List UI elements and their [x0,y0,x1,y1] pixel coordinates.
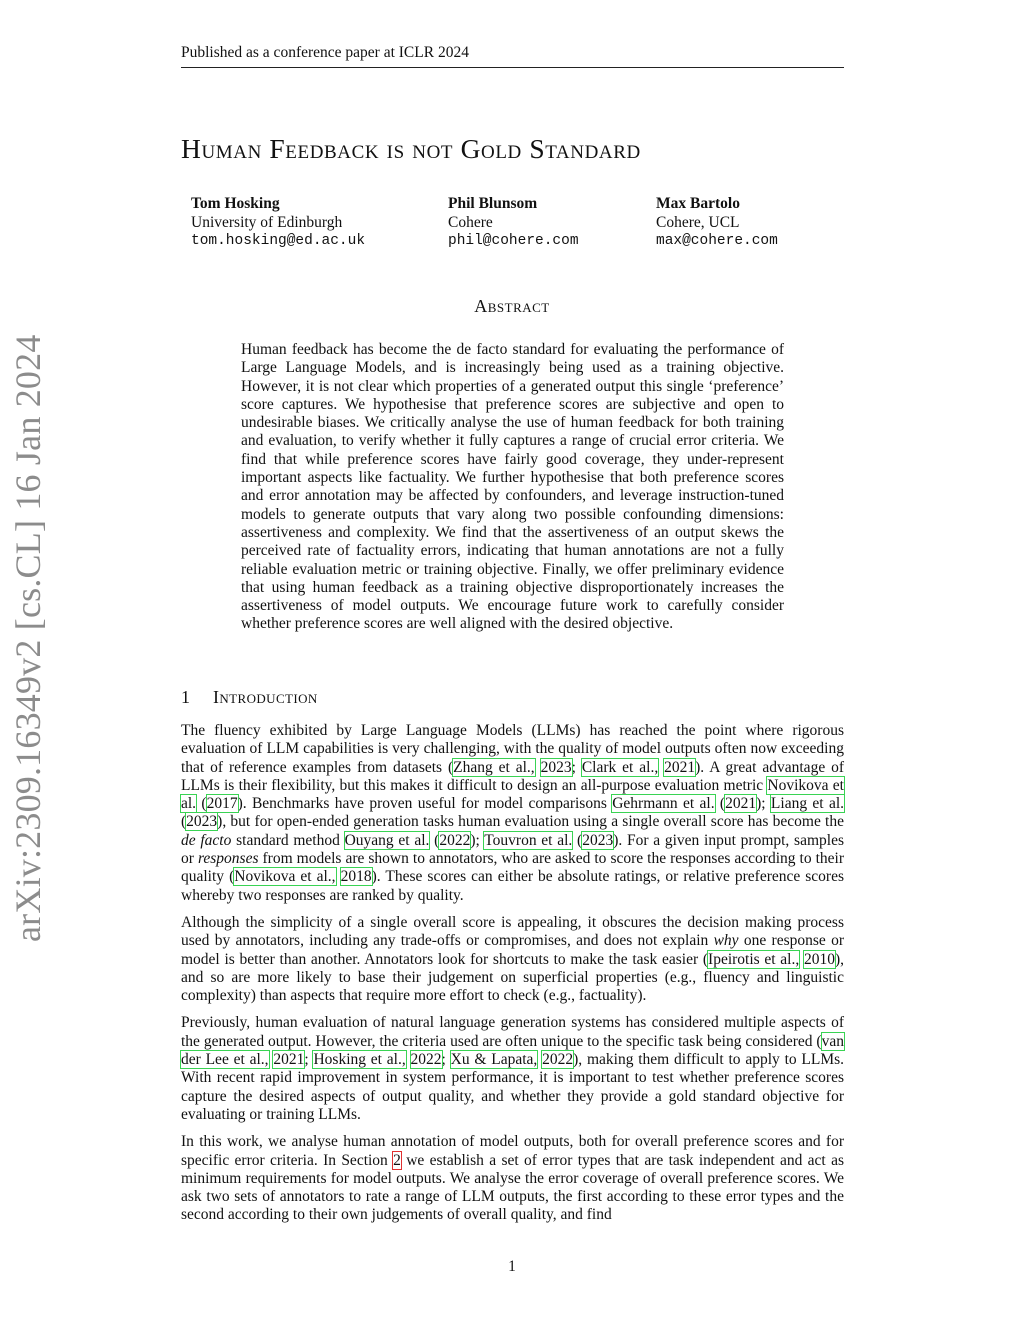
citation-link[interactable]: 2021 [725,795,757,813]
paragraph-4 [181,1133,844,1224]
text-span: The fluency exhibited by Large Language Models (LLMs) has reached the point where rigorous evaluation of LLM capabilities is very challenging, with the quality of model outputs often now exceeding that of reference examples from datasets ( [181,722,844,776]
emphasis: why [713,932,739,950]
author-email: max@cohere.com [656,233,778,249]
section-number: 1 [181,687,190,707]
author-3 [656,194,778,251]
author-name: Tom Hosking [191,195,280,212]
section-reference-link[interactable]: 2 [393,1151,401,1169]
paper-title [181,133,641,165]
emphasis: de facto [181,831,232,849]
citation-link[interactable]: 2021 [664,758,696,776]
text-span: from models are shown to annotators, who are asked to score the responses according to their quality ( [181,850,844,886]
abstract-heading: Abstract [474,296,550,316]
introduction-body [181,722,844,1234]
citation-link[interactable]: 2010 [803,950,835,968]
citation-link[interactable]: 2021 [273,1051,305,1069]
paper-title-text: Human Feedback is not Gold Standard [181,133,641,164]
citation-link[interactable]: 2023 [582,831,614,849]
citation-link[interactable]: Zhang et al., [453,758,535,776]
citation-link[interactable]: 2018 [340,868,372,886]
author-email: tom.hosking@ed.ac.uk [191,233,366,249]
author-affiliation: Cohere [448,214,493,231]
citation-link[interactable]: Touvron et al. [484,831,573,849]
text-span: ). Benchmarks have proven useful for model comparisons [237,795,613,813]
citation-link[interactable]: 2023 [186,813,218,831]
citation-link[interactable]: Gehrmann et al. [612,795,715,813]
text-span: standard method [231,831,345,849]
author-2 [448,194,579,251]
author-name: Max Bartolo [656,195,740,212]
section-heading [181,686,318,708]
section-title: Introduction [213,687,318,707]
citation-link[interactable]: 2022 [439,831,471,849]
citation-link[interactable]: Novikova et al., [234,868,336,886]
citation-link[interactable]: Clark et al., [581,758,659,776]
author-name: Phil Blunsom [448,195,538,212]
citation-link[interactable]: Liang et al. [770,795,845,813]
text-span: one response or model is better than another. Annotators look for shortcuts to make the task easier ( [181,932,845,968]
text-span: ), making them difficult to apply to LLMs. With recent rapid improvement in system performance, it is important to test whether preference scores capture the desired aspects of output quality, and whether they provide a gold standard objective for evaluating or training LLMs. [181,1051,845,1123]
text-span: ), and so are more likely to base their judgement on superficial properties (e.g., fluency and linguistic complexity) than aspects that require more effort to check (e.g., factuality). [181,950,845,1005]
paragraph-1: The fluency exhibited by Large Language Models (LLMs) has reached the point where rigorous evaluation of LLM capabilities is very challenging, with the quality of model outputs often now exceeding that of reference examples from datasets (Zhang et al., 2023; Clark et al., 2021). A great advantage of LLMs is their flexibility, but this makes it difficult to design an all-purpose evaluation metric Novikova et al. (2017). Benchmarks have proven useful for model comparisons Gehrmann et al. (2021); Liang et al. (2023), but for open-ended generation tasks human evaluation using a single overall score has become the de facto standard method Ouyang et al. (2022); Touvron et al. (2023). For a given input prompt, samples or responses from models are shown to annotators, who are asked to score the responses according to their quality (Novikova et al., 2018). These scores can either be absolute ratings, or relative preference scores whereby two responses are ranked by quality. [181,722,845,904]
citation-link[interactable]: 2023 [540,758,572,776]
text-span: ). For a given input prompt, samples or [181,831,844,868]
text-span: we establish a set of error types that are task independent and act as minimum requirements for model outputs. We analyse the error coverage of overall preference scores. We ask two sets of annotators to rate a range of LLM outputs, the first according to these error types and the second according to their own judgements of overall quality, and find [181,1151,844,1224]
page-number: 1 [508,1258,516,1275]
running-header: Published as a conference paper at ICLR 2024 [181,44,844,68]
text-span: Although the simplicity of a single overall score is appealing, it obscures the decision making process used by annotators, including any trade-offs or compromises, and does not explain [181,913,844,950]
author-affiliation: Cohere, UCL [656,214,740,231]
text-span: ). A great advantage of LLMs is their flexibility, but this makes it difficult to design an all-purpose evaluation metric [181,758,845,794]
citation-link[interactable]: Ouyang et al. [344,831,430,849]
abstract-text: Human feedback has become the de facto standard for evaluating the performance of Large Language Models, and is increasingly being used as a training objective. However, it is not clear which properties of a generated output this single ‘preference’ score captures. We hypothesise that preference scores are subjective and open to undesirable biases. We critically analyse the use of human feedback for both training and evaluation, to verify whether it fully captures a range of crucial error criteria. We find that while preference scores have fairly good coverage, they under-represent important aspects like factuality. We further hypothesise that both preference scores and error annotation may be affected by confounders, and leverage instruction-tuned models to generate outputs that vary along two possible confounding dimensions: assertiveness and complexity. We find that the assertiveness of an output skews the perceived rate of factuality errors, indicating that human annotations are not a fully reliable evaluation metric or training objective. Finally, we offer preliminary evidence that using human feedback as a training objective disproportionately increases the assertiveness of model outputs. We encourage future work to carefully consider whether preference scores are well aligned with the desired objective. [241,341,784,633]
author-1 [191,194,365,251]
citation-link[interactable]: 2022 [410,1051,442,1069]
text-span: Previously, human evaluation of natural language generation systems has considered multiple aspects of the generated output. However, the criteria used are often unique to the specific task being considered ( [181,1014,844,1050]
citation-link[interactable]: Xu & Lapata, [450,1051,538,1069]
text-span: ). These scores can either be absolute ratings, or relative preference scores whereby two responses are ranked by quality. [181,868,845,904]
citation-link[interactable]: 2022 [542,1051,574,1069]
citation-link[interactable]: Hosking et al., [313,1051,406,1069]
paragraph-2 [181,914,844,1005]
text-span: In this work, we analyse human annotation of model outputs, both for overall preference scores and for specific error criteria. In Section [181,1133,844,1169]
paragraph-3: Previously, human evaluation of natural language generation systems has considered multiple aspects of the generated output. However, the criteria used are often unique to the specific task being considered (van der Lee et al., 2021; Hosking et al., 2022; Xu & Lapata, 2022), making them difficult to apply to LLMs. With recent rapid improvement in system performance, it is important to test whether preference scores capture the desired aspects of output quality, and whether they provide a gold standard objective for evaluating or training LLMs. [181,1014,845,1123]
author-affiliation: University of Edinburgh [191,214,343,231]
citation-link[interactable]: Ipeirotis et al., [708,950,800,968]
citation-link[interactable]: 2017 [206,795,238,813]
citation-link[interactable]: Novikova et al. [181,776,844,813]
arxiv-identifier: arXiv:2309.16349v2 [cs.CL] 16 Jan 2024 [8,334,48,942]
citation-link[interactable]: van der Lee et al., [181,1032,844,1069]
emphasis: responses [197,850,259,868]
text-span: ), but for open-ended generation tasks human evaluation using a single overall score has become the [217,813,844,831]
author-email: phil@cohere.com [448,233,579,249]
